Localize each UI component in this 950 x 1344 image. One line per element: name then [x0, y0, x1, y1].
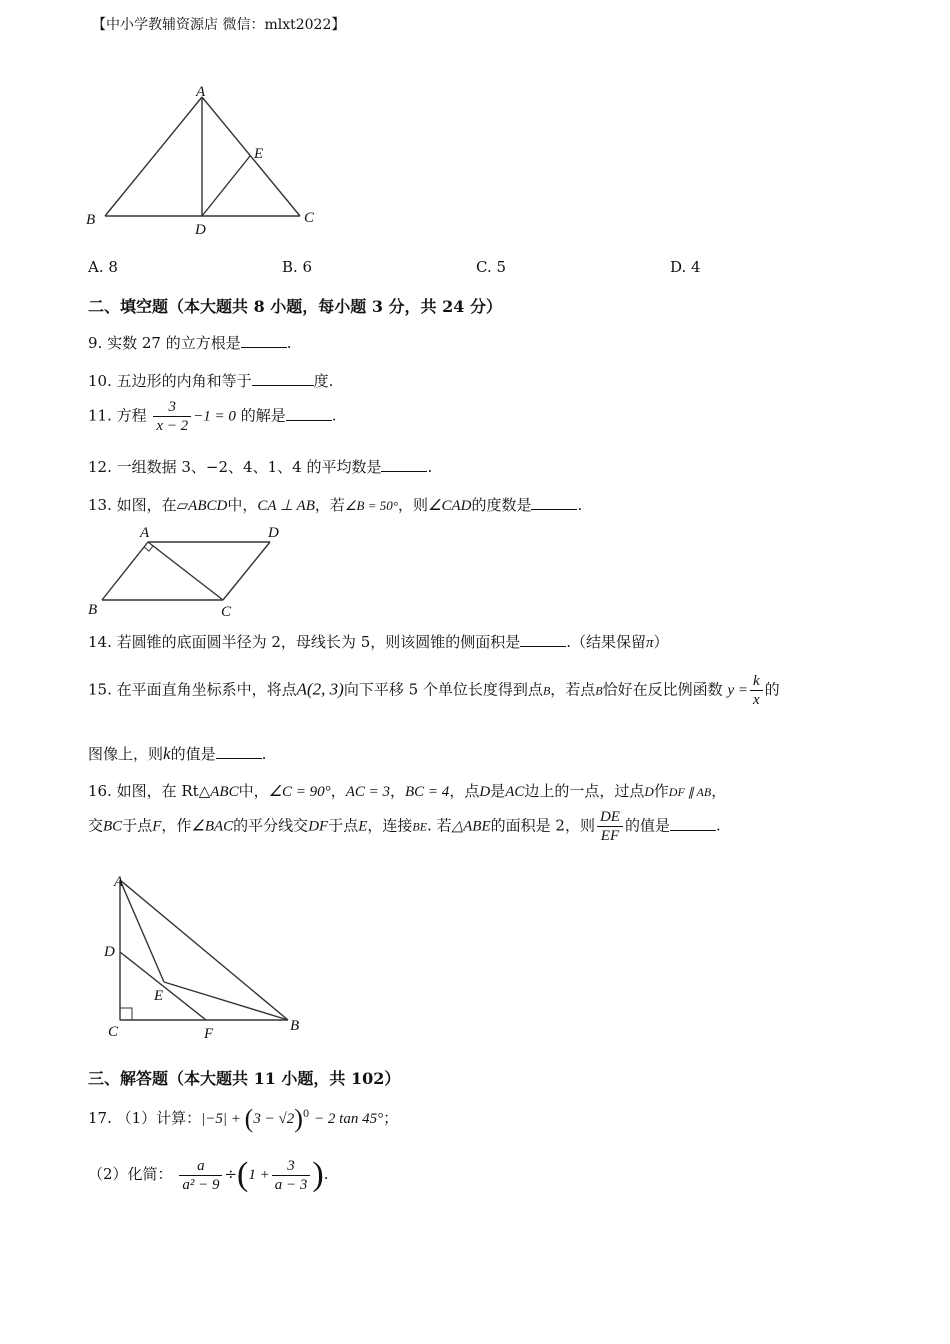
q17-semicolon: ；	[383, 1109, 399, 1127]
q9-text: 9. 实数 27 的立方根是	[88, 334, 241, 352]
q17-fraction-1	[179, 1157, 222, 1194]
q17-paren-open: (	[244, 1104, 254, 1133]
fig13-label-a: A	[140, 525, 150, 541]
q14-end: .（结果保留	[566, 633, 647, 651]
q12-end: .	[427, 458, 433, 476]
question-11	[88, 398, 337, 435]
q17-denominator-2: a − 3	[274, 1176, 308, 1193]
q13-blank	[531, 495, 577, 510]
q16-df: DF ∥ AB	[668, 785, 712, 799]
q11-pre: 11. 方程	[88, 406, 147, 425]
fig8-label-c: C	[304, 210, 315, 226]
question-17-part2	[88, 1156, 328, 1194]
fig13-label-d: D	[268, 525, 279, 541]
q13-angle-cad: ∠CAD	[428, 498, 472, 514]
fig16-label-a: A	[114, 874, 124, 890]
q16-angle-bac: ∠BAC	[191, 818, 234, 835]
choice-b: B. 6	[282, 258, 313, 276]
q17-end: .	[323, 1165, 329, 1183]
q15-mid2: ，若点	[550, 680, 596, 699]
q16-text-2d: 的平分线交	[233, 816, 309, 835]
q17-div: ÷	[224, 1165, 238, 1183]
q17-numerator-2: 3	[272, 1157, 311, 1176]
q16-end: .	[715, 816, 721, 835]
choice-d: D. 4	[670, 258, 701, 276]
question-9	[88, 332, 292, 353]
q14-pi: π	[646, 635, 654, 651]
q17-paren-close: )	[294, 1104, 303, 1133]
choice-c: C. 5	[476, 258, 507, 276]
q16-denominator: EF	[600, 828, 620, 844]
q11-numerator: 3	[153, 398, 191, 417]
fig13-label-b: B	[88, 602, 98, 618]
figure-q8	[80, 82, 330, 246]
q16-ac: AC = 3	[345, 784, 390, 800]
fig8-label-b: B	[86, 212, 96, 228]
q13-abcd: ABCD	[188, 498, 228, 514]
fig8-label-a: A	[196, 84, 206, 100]
q15-denominator: x	[752, 692, 760, 708]
q16-text-2e: 于点	[328, 816, 359, 835]
q16-blank	[670, 816, 716, 831]
q13-mid3: ，则	[397, 496, 428, 514]
q16-bc2: BC	[103, 818, 123, 835]
q12-blank	[381, 457, 427, 472]
question-16	[88, 780, 726, 801]
fig16-label-b: B	[290, 1018, 300, 1034]
q15-end: .	[261, 745, 267, 763]
q15-pre: 15. 在平面直角坐标系中，将点	[88, 680, 297, 699]
q13-mid1: 中，	[227, 496, 258, 514]
q17-numerator-1: a	[179, 1157, 222, 1176]
fig13-label-c: C	[221, 604, 232, 620]
fig16-label-e: E	[154, 988, 164, 1004]
q16-text-2a: 交	[88, 816, 104, 835]
q14-text: 14. 若圆锥的底面圆半径为 2，母线长为 5，则该圆锥的侧面积是	[88, 633, 521, 651]
question-15	[88, 672, 780, 709]
q16-d2: D	[644, 784, 654, 799]
q16-bc: BC = 4	[405, 784, 450, 800]
fig16-label-c: C	[108, 1024, 119, 1040]
q11-blank	[286, 406, 332, 421]
q17-paren2-close: )	[312, 1156, 324, 1193]
q16-comma-2: ，	[390, 782, 406, 800]
q15-point-b: B	[542, 683, 551, 698]
q16-comma-1: ，	[330, 782, 346, 800]
q11-fraction	[153, 398, 191, 435]
q17-one: 1 +	[248, 1167, 270, 1183]
q9-blank	[241, 333, 287, 348]
question-12	[88, 456, 432, 477]
q15-post: 的	[764, 680, 780, 699]
section-fill-in-title: 二、填空题（本大题共 8 小题，每小题 3 分，共 24 分）	[88, 297, 502, 316]
q16-numerator: DE	[597, 808, 623, 827]
q17-expr-a: |−5| +	[201, 1111, 245, 1127]
q9-end: .	[286, 334, 292, 352]
q16-text-1b: 中，	[238, 782, 269, 800]
q16-text-1f: 作	[653, 782, 669, 800]
q16-text-2i: 的值是	[624, 816, 670, 835]
question-15-line2	[88, 743, 266, 764]
q15-line2b: 的值是	[170, 745, 216, 763]
q16-df2: DF	[308, 818, 329, 835]
section-answer-title: 三、解答题（本大题共 11 小题，共 102）	[88, 1069, 401, 1088]
q13-mid2: ，若	[314, 496, 345, 514]
q11-denominator: x − 2	[156, 418, 189, 434]
q16-text-1d: 是	[490, 782, 506, 800]
q15-fraction	[750, 672, 763, 709]
question-10	[88, 370, 333, 391]
q13-post: 的度数是	[471, 496, 532, 514]
question-13	[88, 494, 582, 515]
q16-abe: △ABE	[451, 818, 491, 835]
q14-close: ）	[653, 633, 669, 651]
q17-exponent: 0	[302, 1109, 310, 1120]
fig16-label-d: D	[104, 944, 115, 960]
q16-text-1c: ，点	[449, 782, 480, 800]
q17-denominator-1: a² − 9	[182, 1176, 220, 1193]
q17-expr-c: − 2 tan 45°	[314, 1111, 384, 1127]
q13-angle-b: ∠B = 50°	[344, 498, 398, 513]
q10-end: 度.	[313, 372, 334, 390]
fig8-label-d: D	[195, 222, 206, 238]
q16-text-2c: ，作	[161, 816, 192, 835]
q17-paren2-open: (	[237, 1156, 249, 1193]
q10-text: 10. 五边形的内角和等于	[88, 372, 252, 390]
q15-line2a: 图像上，则	[88, 745, 164, 763]
fig8-label-e: E	[254, 146, 264, 162]
q15-mid3: 恰好在反比例函数	[602, 680, 723, 699]
q13-perp: CA ⊥ AB	[257, 498, 315, 514]
q15-mid: 向下平移 5 个单位长度得到点	[343, 680, 543, 699]
q15-blank	[216, 744, 262, 759]
q15-point-b2: B	[595, 683, 603, 698]
q16-text-1e: 边上的一点，过点	[524, 782, 645, 800]
q13-end: .	[577, 496, 583, 514]
q16-text-2f: ，连接	[367, 816, 413, 835]
figure-q16	[96, 870, 326, 1050]
q17-p1: 17. （1）计算：	[88, 1109, 202, 1127]
q15-numerator: k	[750, 672, 763, 691]
q11-end: .	[331, 406, 337, 425]
q12-text: 12. 一组数据 3、−2、4、1、4 的平均数是	[88, 458, 382, 476]
q16-fraction	[597, 808, 623, 845]
q11-equation: −1 = 0	[193, 408, 236, 425]
choice-a: A. 8	[88, 258, 118, 276]
question-17-part1	[88, 1104, 398, 1134]
q16-e: E	[358, 818, 368, 835]
q16-comma-3: ，	[711, 782, 727, 800]
q16-text-1a: 16. 如图，在 Rt△	[88, 782, 211, 800]
q14-blank	[520, 632, 566, 647]
figure-q13	[82, 520, 302, 628]
q16-abc: ABC	[210, 784, 239, 800]
parallelogram-symbol: ▱	[176, 496, 189, 514]
q16-f: F	[152, 818, 162, 835]
q17-p2: （2）化简：	[88, 1165, 173, 1183]
q16-angle-c: ∠C = 90°	[268, 784, 331, 800]
q15-func: y =	[727, 682, 748, 699]
q15-point-a: A(2, 3)	[296, 679, 344, 699]
page-header: 【中小学教辅资源店 微信：mlxt2022】	[92, 17, 346, 33]
q17-fraction-2	[272, 1157, 311, 1194]
q16-be: BE	[412, 819, 428, 834]
q16-text-2g: . 若	[427, 816, 452, 835]
q16-ac2: AC	[505, 784, 525, 800]
q11-post: 的解是	[240, 406, 286, 425]
q16-text-2h: 的面积是 2，则	[490, 816, 595, 835]
fig16-label-f: F	[204, 1026, 214, 1042]
q17-expr-b: 3 − √2	[253, 1111, 295, 1127]
question-16-line2	[88, 808, 721, 845]
question-14	[88, 631, 669, 652]
q10-blank	[252, 371, 314, 386]
q16-text-2b: 于点	[122, 816, 153, 835]
q16-d1: D	[479, 784, 491, 800]
q13-pre: 13. 如图，在	[88, 496, 177, 514]
q15-k: k	[163, 744, 171, 763]
